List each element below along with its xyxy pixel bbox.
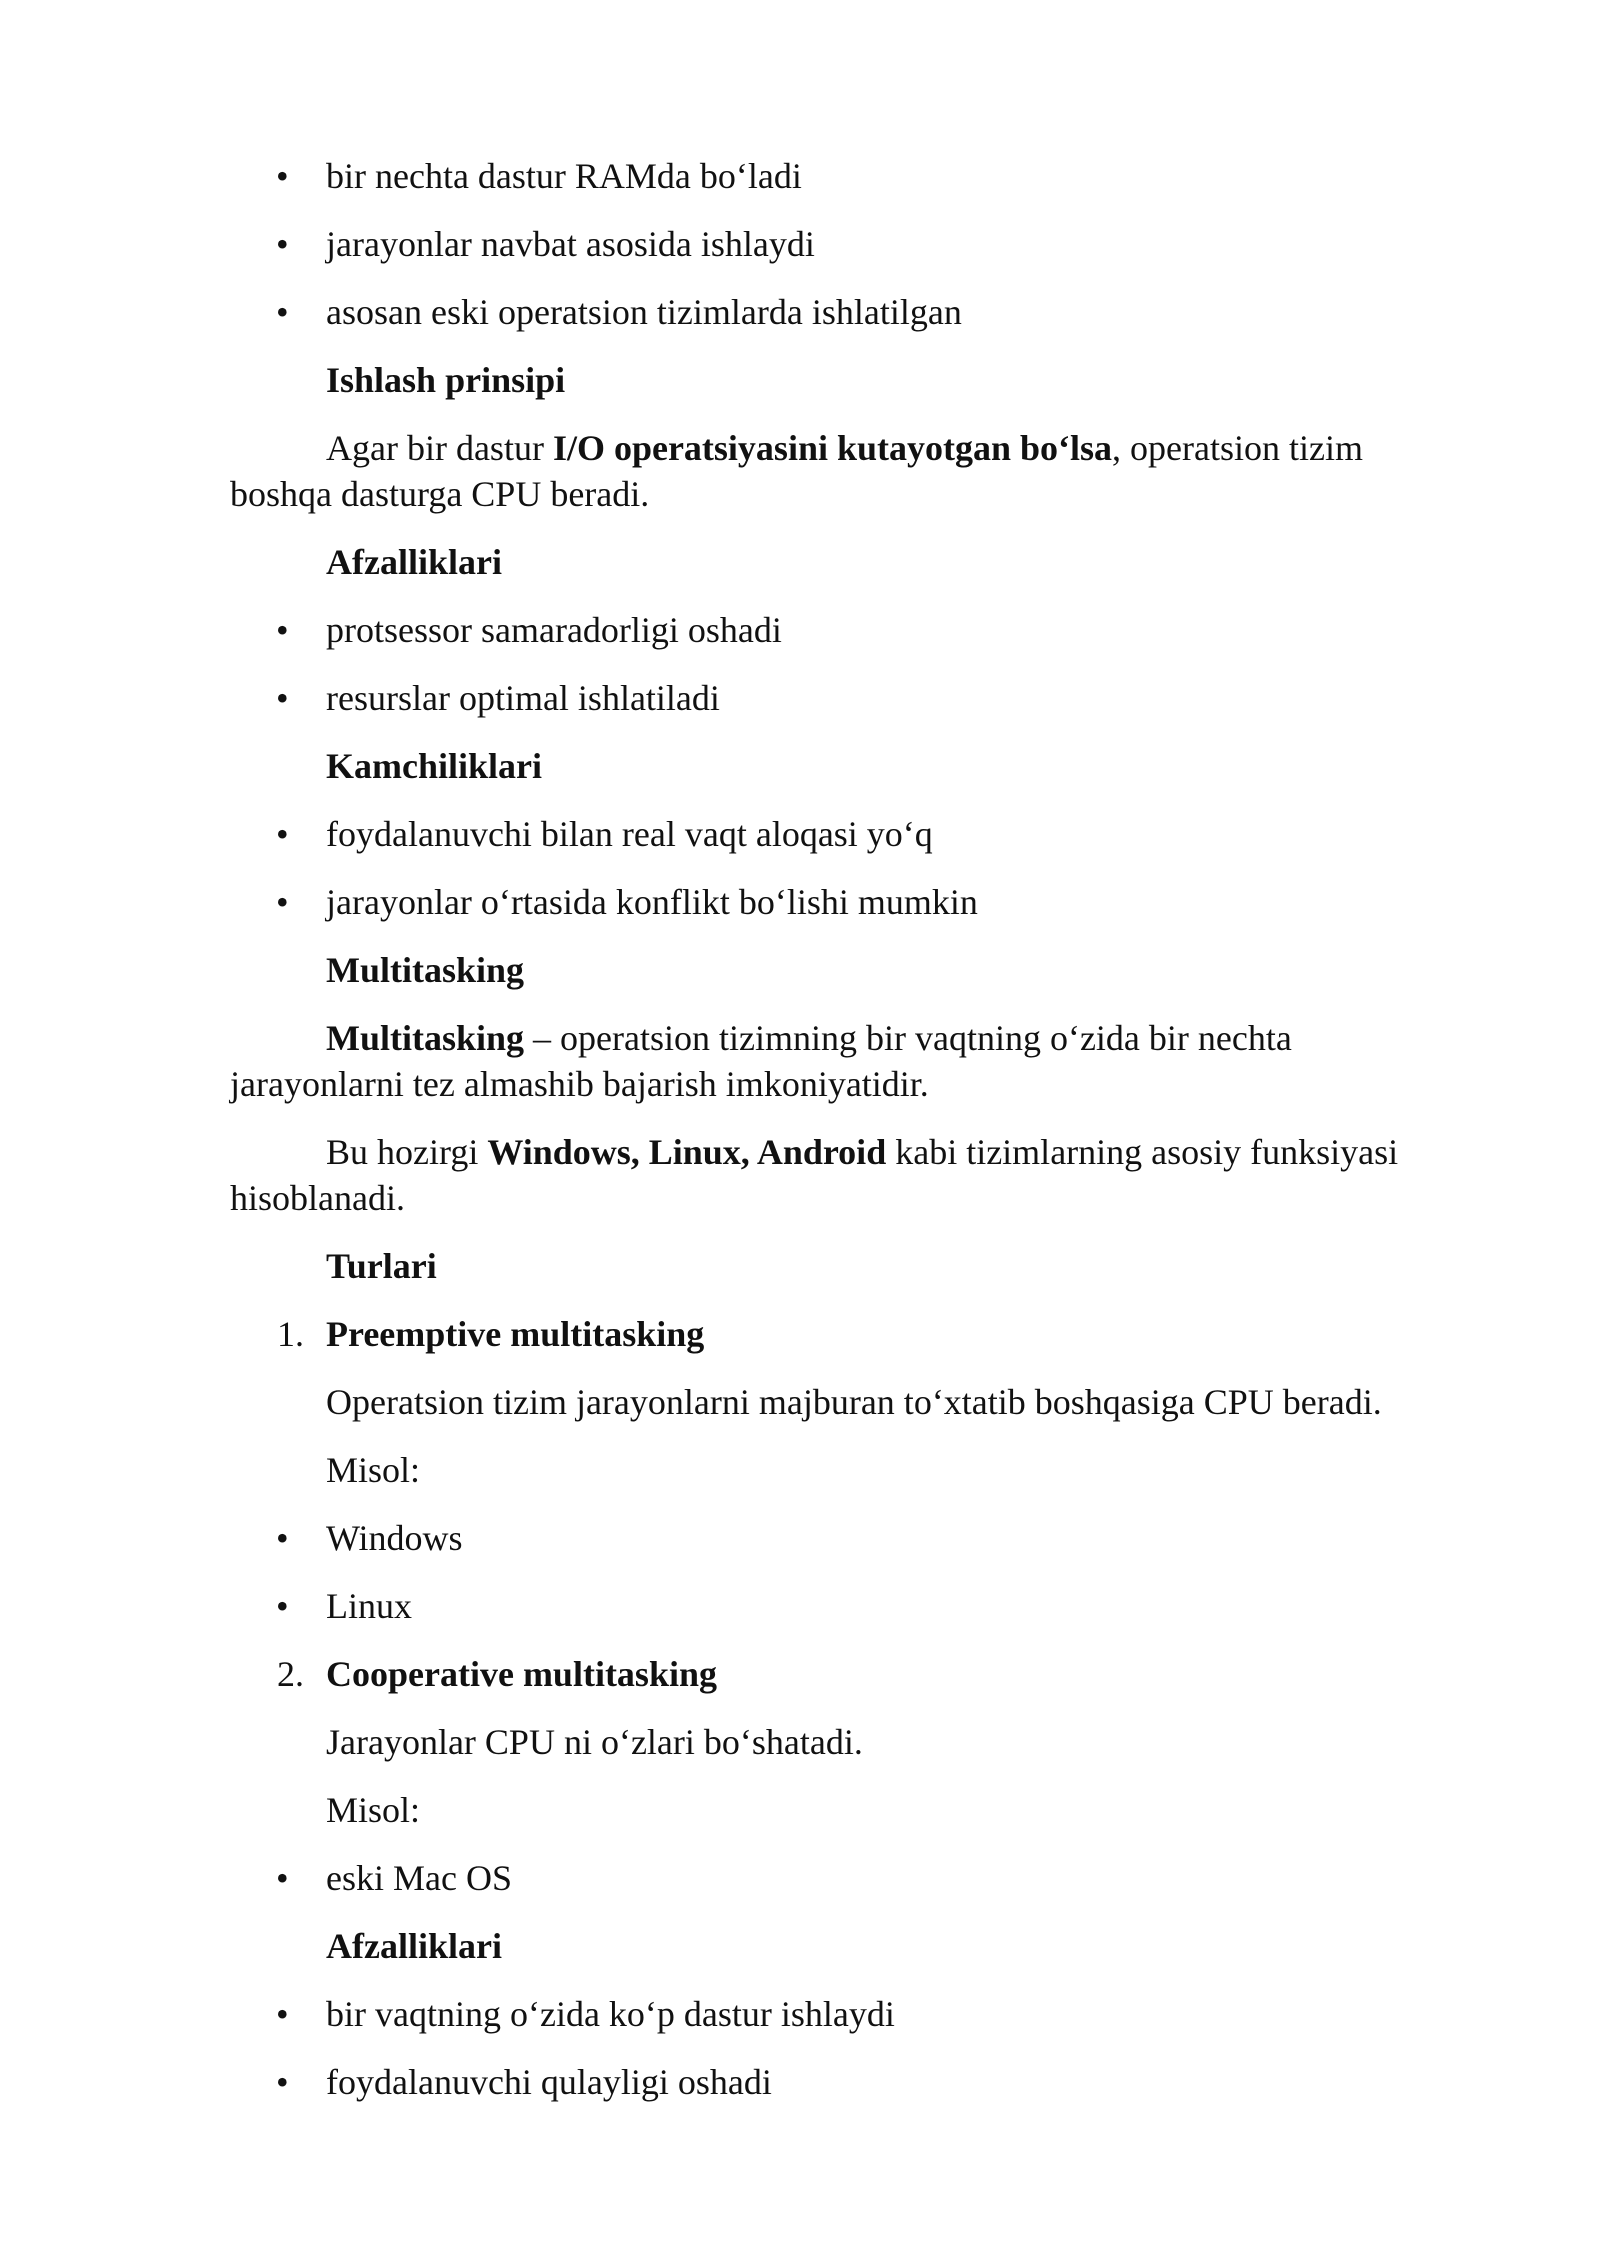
bullet-marker: • bbox=[276, 1858, 289, 1898]
section-heading: Afzalliklari bbox=[326, 542, 502, 582]
list-item: foydalanuvchi bilan real vaqt aloqasi yo‘q bbox=[326, 814, 933, 854]
list-item: Windows bbox=[326, 1518, 463, 1558]
paragraph-line: Agar bir dastur I/O operatsiyasini kutayotgan bo‘lsa, operatsion tizim bbox=[326, 428, 1363, 468]
bullet-marker: • bbox=[276, 1994, 289, 2034]
number-marker: 2. bbox=[277, 1654, 304, 1694]
paragraph-line: hisoblanadi. bbox=[230, 1178, 405, 1218]
paragraph-line: boshqa dasturga CPU beradi. bbox=[230, 474, 650, 514]
bullet-marker: • bbox=[276, 1586, 289, 1626]
example-label: Misol: bbox=[326, 1450, 421, 1490]
bullet-marker: • bbox=[276, 814, 289, 854]
section-heading: Multitasking bbox=[326, 950, 525, 990]
paragraph-line: jarayonlarni tez almashib bajarish imkoniyatidir. bbox=[230, 1064, 929, 1104]
list-item: asosan eski operatsion tizimlarda ishlatilgan bbox=[326, 292, 962, 332]
paragraph-line: Jarayonlar CPU ni o‘zlari bo‘shatadi. bbox=[326, 1722, 863, 1762]
numbered-item-title: Preemptive multitasking bbox=[326, 1314, 705, 1354]
list-item: jarayonlar o‘rtasida konflikt bo‘lishi mumkin bbox=[326, 882, 978, 922]
bullet-marker: • bbox=[276, 678, 289, 718]
list-item: eski Mac OS bbox=[326, 1858, 512, 1898]
paragraph-line: Operatsion tizim jarayonlarni majburan to‘xtatib boshqasiga CPU beradi. bbox=[326, 1382, 1382, 1422]
list-item: Linux bbox=[326, 1586, 412, 1626]
bullet-marker: • bbox=[276, 156, 289, 196]
bullet-marker: • bbox=[276, 882, 289, 922]
list-item: foydalanuvchi qulayligi oshadi bbox=[326, 2062, 772, 2102]
paragraph-line: Bu hozirgi Windows, Linux, Android kabi tizimlarning asosiy funksiyasi bbox=[326, 1132, 1399, 1172]
list-item: bir nechta dastur RAMda bo‘ladi bbox=[326, 156, 802, 196]
bullet-marker: • bbox=[276, 224, 289, 264]
list-item: protsessor samaradorligi oshadi bbox=[326, 610, 782, 650]
example-label: Misol: bbox=[326, 1790, 421, 1830]
section-heading: Kamchiliklari bbox=[326, 746, 542, 786]
list-item: jarayonlar navbat asosida ishlaydi bbox=[326, 224, 815, 264]
numbered-item-title: Cooperative multitasking bbox=[326, 1654, 717, 1694]
list-item: bir vaqtning o‘zida ko‘p dastur ishlaydi bbox=[326, 1994, 895, 2034]
bullet-marker: • bbox=[276, 610, 289, 650]
bullet-marker: • bbox=[276, 292, 289, 332]
section-heading: Turlari bbox=[326, 1246, 437, 1286]
bullet-marker: • bbox=[276, 1518, 289, 1558]
bullet-marker: • bbox=[276, 2062, 289, 2102]
list-item: resurslar optimal ishlatiladi bbox=[326, 678, 720, 718]
section-heading: Afzalliklari bbox=[326, 1926, 502, 1966]
section-heading: Ishlash prinsipi bbox=[326, 360, 566, 400]
number-marker: 1. bbox=[277, 1314, 304, 1354]
paragraph-line: Multitasking – operatsion tizimning bir vaqtning o‘zida bir nechta bbox=[326, 1018, 1292, 1058]
